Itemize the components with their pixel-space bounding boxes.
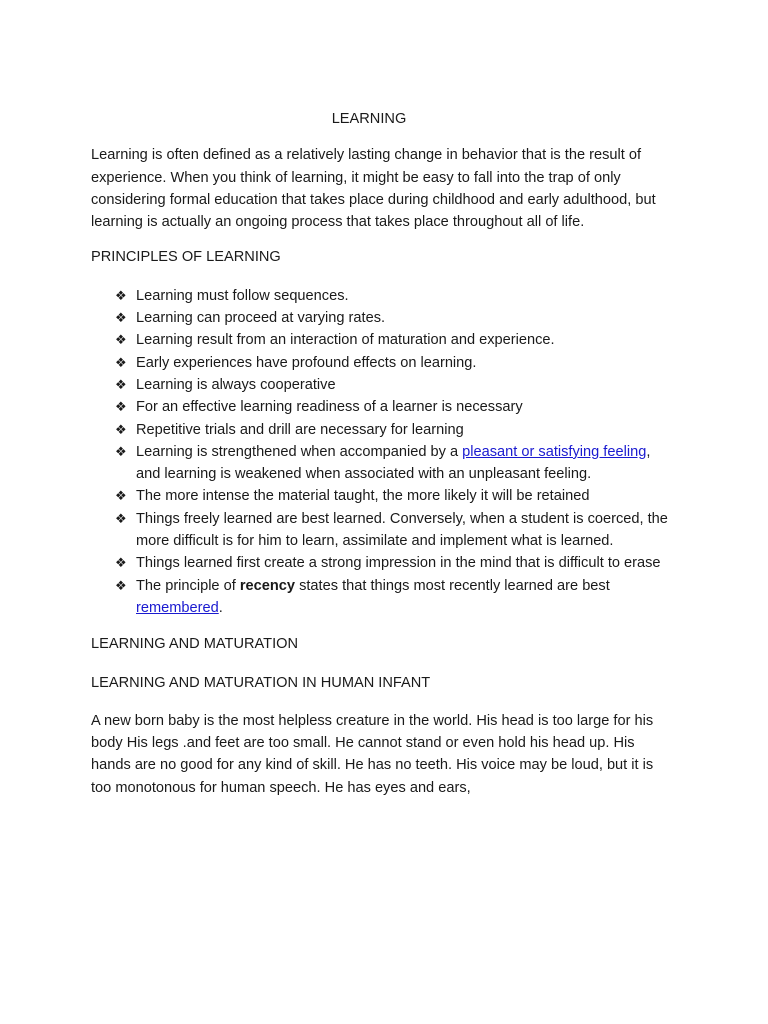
- list-item-text: Things learned first create a strong impression in the mind that is difficult to erase: [136, 555, 661, 572]
- list-item: [115, 485, 671, 507]
- list-item-text: Things freely learned are best learned. Conversely, when a student is coerced, the more difficult is for him to learn, assimilate and implement what is learned.: [136, 510, 668, 550]
- diamond-bullet-icon: ❖: [115, 488, 127, 504]
- diamond-bullet-icon: ❖: [115, 577, 127, 593]
- diamond-bullet-icon: ❖: [115, 443, 127, 459]
- list-item-text: Repetitive trials and drill are necessary for learning: [136, 421, 464, 438]
- list-item-text: The principle of: [136, 577, 240, 594]
- diamond-bullet-icon: ❖: [115, 376, 127, 392]
- principles-list: [91, 285, 671, 619]
- diamond-bullet-icon: ❖: [115, 510, 127, 526]
- diamond-bullet-icon: ❖: [115, 421, 127, 437]
- diamond-bullet-icon: ❖: [115, 287, 127, 303]
- list-item: [115, 307, 671, 329]
- remembered-link[interactable]: remembered: [136, 599, 219, 616]
- infant-paragraph: A new born baby is the most helpless creature in the world. His head is too large for his body His legs .and feet are too small. He cannot stand or even hold his head up. His hands are no good for any kind of skill. He has no teeth. His voice may be loud, but it is too monotonous for human speech. He has eyes and ears,: [91, 712, 654, 796]
- list-item-text: states that things most recently learned are best: [295, 577, 610, 594]
- list-item: [115, 575, 671, 620]
- diamond-bullet-icon: ❖: [115, 555, 127, 571]
- diamond-bullet-icon: ❖: [115, 310, 127, 326]
- list-item-text: Learning is strengthened when accompanied by a: [136, 443, 463, 460]
- maturation-heading: LEARNING AND MATURATION: [91, 636, 299, 653]
- list-item-text: Learning is always cooperative: [136, 376, 336, 393]
- list-item: [115, 352, 671, 374]
- list-item-text: For an effective learning readiness of a learner is necessary: [136, 399, 523, 416]
- list-item-text: The more intense the material taught, the more likely it will be retained: [136, 488, 590, 505]
- list-item-text: , and learning is weakened when associated with an unpleasant feeling.: [136, 443, 651, 483]
- document-title: LEARNING: [331, 111, 407, 127]
- list-item: [115, 552, 671, 574]
- list-item-text: Learning result from an interaction of maturation and experience.: [136, 332, 555, 349]
- list-item-text: Early experiences have profound effects on learning.: [136, 354, 477, 371]
- recency-term: recency: [239, 577, 296, 594]
- list-item: [115, 441, 671, 486]
- intro-paragraph: Learning is often defined as a relatively lasting change in behavior that is the result of experience. When you think of learning, it might be easy to fall into the trap of only considering formal education that takes place during childhood and early adulthood, but learning is actually an ongoing process that takes place throughout all of life.: [91, 147, 656, 231]
- diamond-bullet-icon: ❖: [115, 399, 127, 415]
- list-item-text: Learning can proceed at varying rates.: [136, 310, 386, 327]
- diamond-bullet-icon: ❖: [115, 354, 127, 370]
- list-item: [115, 396, 671, 418]
- principles-heading: PRINCIPLES OF LEARNING: [91, 249, 281, 266]
- document-body: [91, 108, 671, 812]
- list-item: [115, 329, 671, 351]
- list-item: [115, 419, 671, 441]
- pleasant-feeling-link[interactable]: pleasant or satisfying feeling: [462, 443, 647, 460]
- diamond-bullet-icon: ❖: [115, 332, 127, 348]
- list-item: [115, 374, 671, 396]
- list-item: [115, 508, 671, 553]
- list-item: [115, 285, 671, 307]
- infant-maturation-heading: LEARNING AND MATURATION IN HUMAN INFANT: [91, 674, 431, 691]
- list-item-text: .: [218, 599, 223, 616]
- list-item-text: Learning must follow sequences.: [136, 287, 349, 304]
